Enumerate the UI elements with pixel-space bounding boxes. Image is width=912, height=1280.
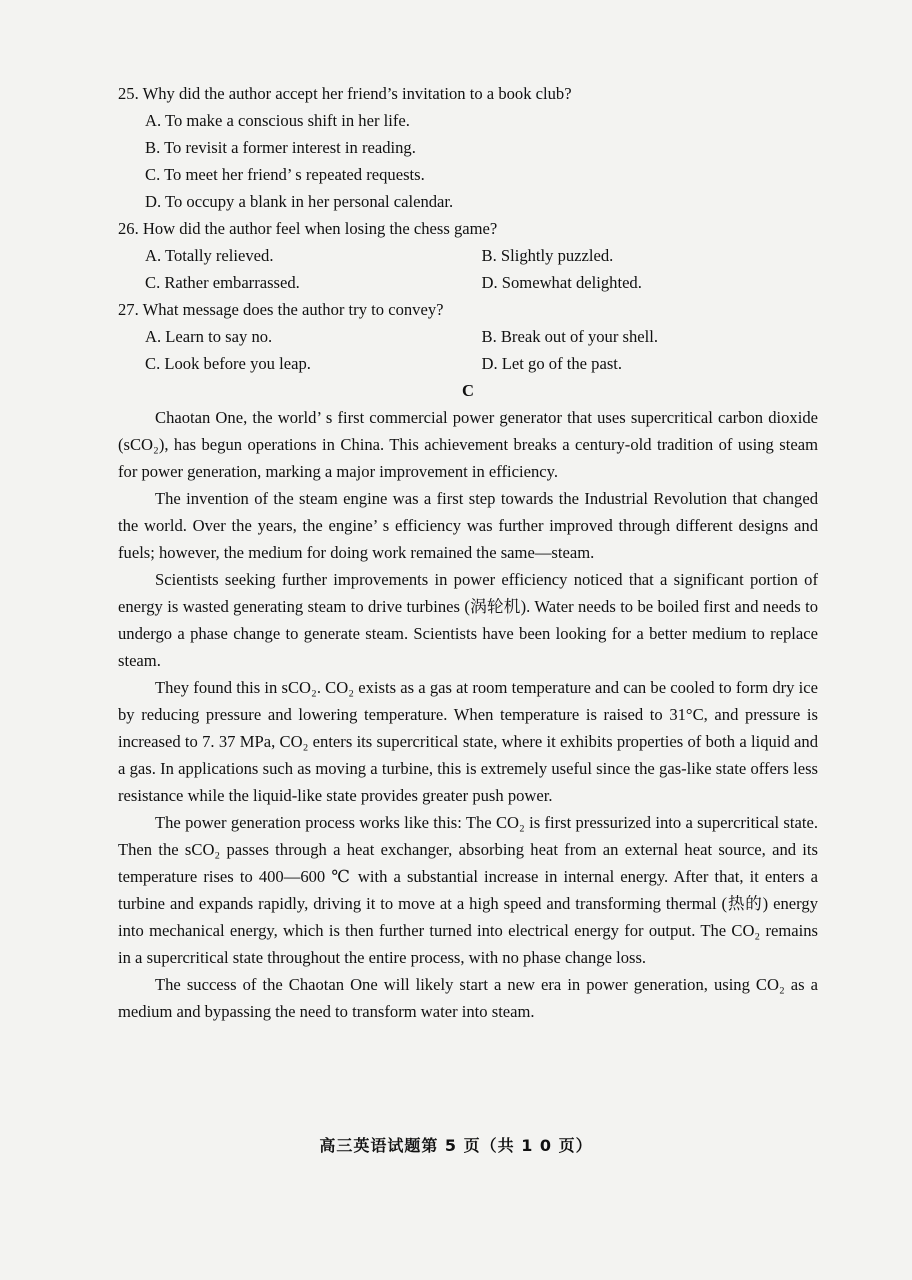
- option-row: [118, 323, 818, 350]
- question-stem: 25. Why did the author accept her friend’s invitation to a book club?: [118, 84, 572, 103]
- question-27: [118, 296, 818, 377]
- option-b: B. Break out of your shell.: [481, 327, 659, 346]
- passage-paragraph: They found this in sCO₂. CO₂ exists as a gas at room temperature and can be cooled to form dry ice by reducing pressure and lowering temperature. When temperature is raised to 31°C, and pressure is increased to 7. 37 MPa, CO₂ enters its supercritical state, where it exhibits properties of both a liquid and a gas. In applications such as moving a turbine, this is extremely useful since the gas-like state offers less resistance while the liquid-like state provides greater push power.: [118, 678, 818, 805]
- option-a: A. Totally relieved.: [145, 246, 274, 265]
- exam-content: [118, 80, 818, 1025]
- passage-paragraph: The power generation process works like this: The CO₂ is first pressurized into a supercritical state. Then the sCO₂ passes through a heat exchanger, absorbing heat from an external heat source, and its temperature rises to 400—600 ℃ with a substantial increase in internal energy. After that, it enters a turbine and expands rapidly, driving it to move at a high speed and transforming thermal (热的) energy into mechanical energy, which is then further turned into electrical energy for output. The CO₂ remains in a supercritical state throughout the entire process, with no phase change loss.: [118, 813, 818, 967]
- option-c: C. To meet her friend’ s repeated requests.: [145, 165, 425, 184]
- option-row: [118, 242, 818, 269]
- passage-paragraph: The success of the Chaotan One will likely start a new era in power generation, using CO₂ as a medium and bypassing the need to transform water into steam.: [118, 975, 818, 1021]
- option-d: D. Somewhat delighted.: [481, 273, 642, 292]
- option-a: A. Learn to say no.: [145, 327, 273, 346]
- question-26: [118, 215, 818, 296]
- passage-paragraph: Scientists seeking further improvements in power efficiency noticed that a significant portion of energy is wasted generating steam to drive turbines (涡轮机). Water needs to be boiled first and needs to undergo a phase change to generate steam. Scientists have been looking for a better medium to replace steam.: [118, 570, 818, 670]
- option-b: B. To revisit a former interest in reading.: [145, 138, 416, 157]
- passage-paragraph: The invention of the steam engine was a first step towards the Industrial Revolution that changed the world. Over the years, the engine’ s efficiency was further improved through different designs and fuels; however, the medium for doing work remained the same—steam.: [118, 489, 818, 562]
- page-footer: 高三英语试题第 5 页（共 1 0 页）: [319, 1136, 593, 1155]
- option-c: C. Rather embarrassed.: [145, 273, 300, 292]
- section-heading: C: [462, 381, 474, 400]
- option-row: [118, 350, 818, 377]
- question-25: [118, 80, 818, 215]
- option-d: D. Let go of the past.: [481, 354, 623, 373]
- option-a: A. To make a conscious shift in her life.: [145, 111, 410, 130]
- option-row: [118, 269, 818, 296]
- option-b: B. Slightly puzzled.: [481, 246, 614, 265]
- question-stem: 27. What message does the author try to convey?: [118, 300, 444, 319]
- passage-paragraph: Chaotan One, the world’ s first commercial power generator that uses supercritical carbon dioxide (sCO₂), has begun operations in China. This achievement breaks a century-old tradition of using steam for power generation, marking a major improvement in efficiency.: [118, 408, 818, 481]
- question-stem: 26. How did the author feel when losing the chess game?: [118, 219, 498, 238]
- option-c: C. Look before you leap.: [145, 354, 311, 373]
- option-d: D. To occupy a blank in her personal calendar.: [145, 192, 454, 211]
